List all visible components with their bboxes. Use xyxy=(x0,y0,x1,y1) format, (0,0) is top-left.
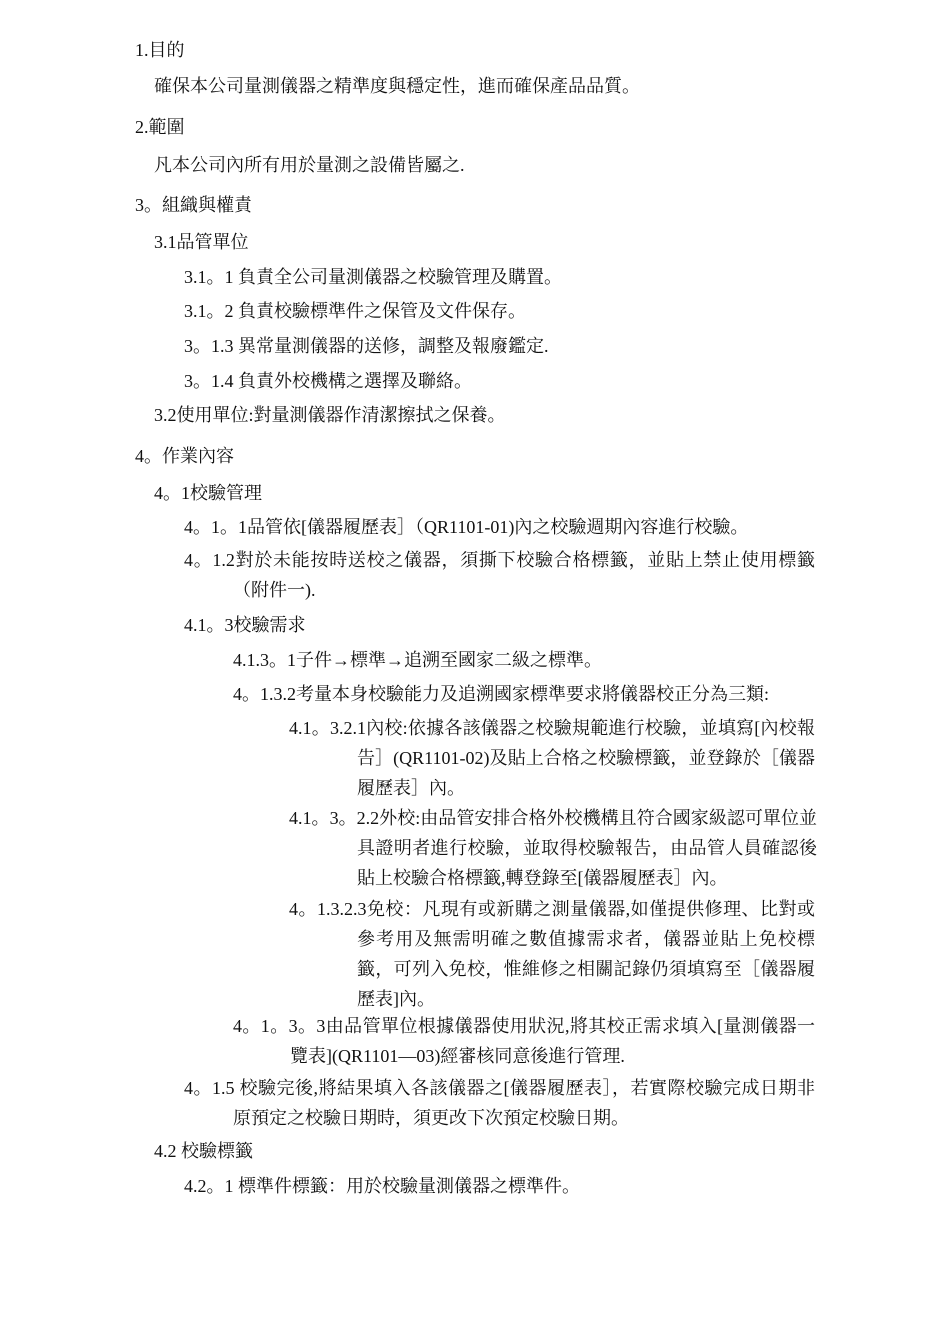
section-2-body: 凡本公司內所有用於量測之設備皆屬之. xyxy=(154,155,465,175)
section-4-1-3-2: 4。1.3.2考量本身校驗能力及追溯國家標準要求將儀器校正分為三類: xyxy=(233,684,769,704)
section-4-1: 4。1校驗管理 xyxy=(154,483,262,503)
section-3-1-4: 3。1.4 負責外校機構之選擇及聯絡。 xyxy=(184,371,472,391)
section-4-2-1: 4.2。1 標準件標籤：用於校驗量測儀器之標準件。 xyxy=(184,1176,580,1196)
section-4-1-2: 4。1.2對於未能按時送校之儀器，須撕下校驗合格標籤，並貼上禁止使用標籤（附件一). xyxy=(184,550,815,600)
section-3-1-1: 3.1。1 負責全公司量測儀器之校驗管理及購置。 xyxy=(184,267,562,287)
section-4-1-3-1: 4.1.3。1子件→標準→追溯至國家二級之標準。 xyxy=(233,650,602,670)
section-3-1-3: 3。1.3 異常量測儀器的送修，調整及報廢鑑定. xyxy=(184,336,549,356)
section-4-1-3-2-1: 4.1。3.2.1內校:依據各該儀器之校驗規範進行校驗，並填寫[內校報告］(QR1101-02)及貼上合格之校驗標籤，並登錄於［儀器履歷表］內。 xyxy=(289,718,815,798)
section-1-body: 確保本公司量測儀器之精準度與穩定性，進而確保產品品質。 xyxy=(154,76,640,96)
section-1-heading: 1.目的 xyxy=(135,40,185,60)
section-3-1: 3.1品管單位 xyxy=(154,232,249,252)
section-4-1-3-2-2: 4.1。3。2.2外校:由品管安排合格外校機構且符合國家級認可單位並具證明者進行校驗，並取得校驗報告，由品管人員確認後貼上校驗合格標籤,轉登錄至[儀器履歷表］內。 xyxy=(289,808,817,888)
section-4-1-5: 4。1.5 校驗完後,將結果填入各該儀器之[儀器履歷表］，若實際校驗完成日期非原預定之校驗日期時，須更改下次預定校驗日期。 xyxy=(184,1078,815,1128)
section-3-2: 3.2使用單位:對量測儀器作清潔擦拭之保養。 xyxy=(154,405,506,425)
section-4-heading: 4。作業內容 xyxy=(135,446,234,466)
section-4-1-3-2-3: 4。1.3.2.3免校：凡現有或新購之測量儀器,如僅提供修理、比對或參考用及無需明確之數值據需求者，儀器並貼上免校標籤，可列入免校，惟維修之相關記錄仍須填寫至［儀器履歷表]內。 xyxy=(289,899,815,1009)
section-2-heading: 2.範圍 xyxy=(135,117,185,137)
section-4-1-3-3: 4。1。3。3由品管單位根據儀器使用狀況,將其校正需求填入[量測儀器一覽表](QR1101—03)經審核同意後進行管理. xyxy=(233,1016,815,1066)
section-3-heading: 3。組織與權責 xyxy=(135,195,252,215)
section-4-2: 4.2 校驗標籤 xyxy=(154,1141,253,1161)
section-4-1-1: 4。1。1品管依[儀器履歷表］（QR1101-01)內之校驗週期內容進行校驗。 xyxy=(184,517,749,537)
section-3-1-2: 3.1。2 負責校驗標準件之保管及文件保存。 xyxy=(184,301,526,321)
section-4-1-3: 4.1。3校驗需求 xyxy=(184,615,306,635)
